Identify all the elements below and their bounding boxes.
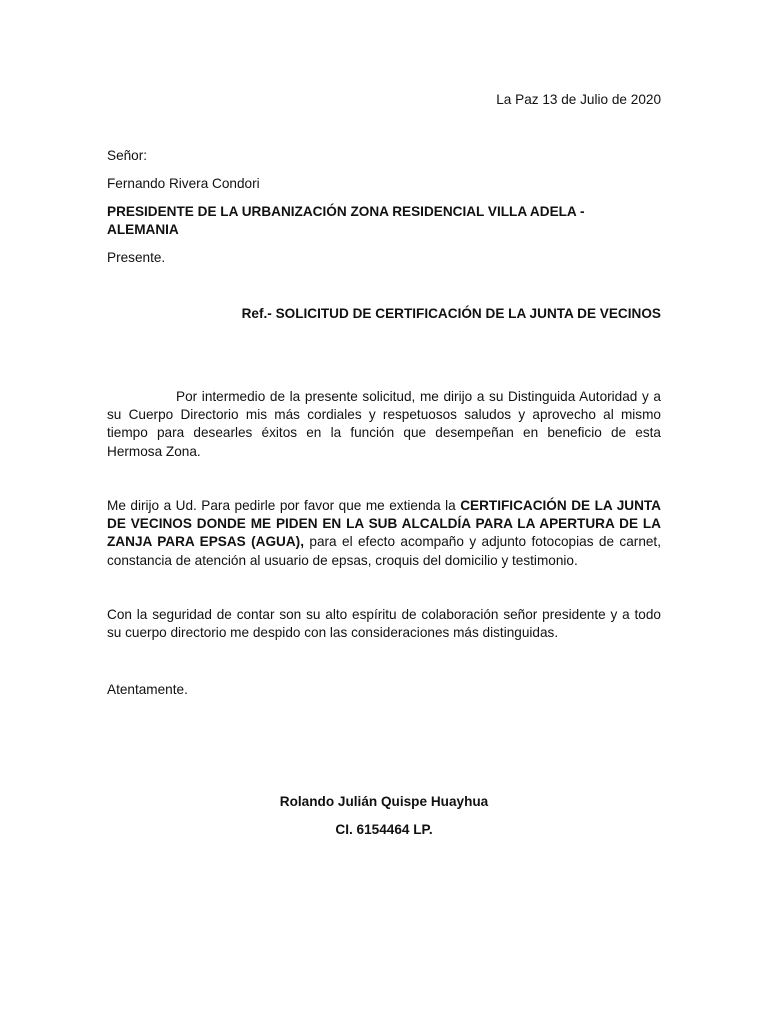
recipient-name: Fernando Rivera Condori [107,176,260,191]
presente: Presente. [107,250,166,265]
paragraph-greeting [107,388,661,461]
paragraph-request-line: constancia de atención al usuario de epsas, croquis del domicilio y testimonio. [107,552,578,568]
request-bold-text: ZANJA PARA EPSAS (AGUA), [107,534,304,550]
closing: Atentamente. [107,682,188,697]
paragraph-greeting-line: Hermosa Zona. [107,443,201,459]
paragraph-farewell-line: su cuerpo directorio me despido con las consideraciones más distinguidas. [107,625,559,641]
paragraph-request-line [107,533,661,551]
signer-id: CI. 6154464 LP. [335,822,433,837]
request-plain-text: Me dirijo a Ud. Para pedirle por favor que me extienda la [107,498,461,513]
paragraph-greeting-line: Por intermedio de la presente solicitud, me dirijo a su Distinguida Autoridad y a [176,389,661,404]
signer-name: Rolando Julián Quispe Huayhua [279,794,489,809]
paragraph-greeting-line: su Cuerpo Directorio mis más cordiales y respetuosos saludos y aprovecho al mismo [107,407,661,423]
reference-line: Ref.- SOLICITUD DE CERTIFICACIÓN DE LA JUNTA DE VECINOS [241,306,661,321]
recipient-title-line2: ALEMANIA [107,222,179,237]
paragraph-greeting-line: tiempo para desearles éxitos en la función que desempeñan en beneficio de esta [107,425,661,441]
salutation: Señor: [107,148,148,163]
request-plain-text: para el efecto acompaño y adjunto fotocopias de carnet, [303,534,661,550]
paragraph-farewell-line: Con la seguridad de contar son su alto espíritu de colaboración señor presidente y a todo [107,607,661,622]
recipient-title-line1: PRESIDENTE DE LA URBANIZACIÓN ZONA RESIDENCIAL VILLA ADELA - [107,204,585,219]
request-bold-text: CERTIFICACIÓN DE LA JUNTA [460,498,661,513]
paragraph-request-line [107,497,661,515]
paragraph-request [107,497,661,570]
paragraph-request-line: DE VECINOS DONDE ME PIDEN EN LA SUB ALCALDÍA PARA LA APERTURA DE LA [107,516,661,532]
place-date: La Paz 13 de Julio de 2020 [496,92,661,107]
paragraph-farewell [107,606,661,642]
